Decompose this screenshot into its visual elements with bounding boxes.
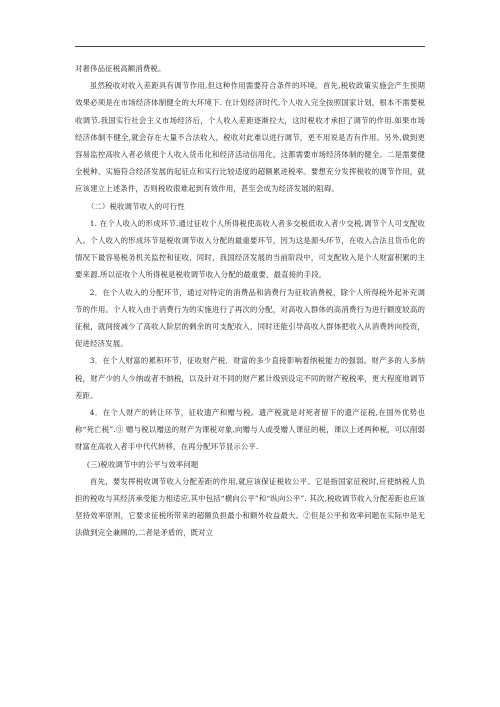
section-heading-feasibility: （二）税收调节收入的可行性 (86, 201, 185, 211)
section-heading-fairness-efficiency: (三)税收调节中的公平与效率问题 (86, 459, 199, 469)
paragraph-property-transfer: 4．在个人财产的转让环节，征收遗产和赠与税。遗产税就是对死者留下的遗产征税,在国外优势也称“死亡税”.③ 赠与税以赠送的财产为课税对象,向赠与人或受赠人课征的税，课以上述两种税，可以削弱财富在高收入者手中代代转移，在再分配环节显示公平. (75, 408, 425, 452)
paragraph-income-distribution: 2．在个人收入的分配环节，通过对特定的消费品和消费行为征收消费税，除个人所得税外起补充调节的作用。个人收入由于消费行为的实施进行了再次的分配，对高收入群体的高消费行为进行额度较高的征税，就间接减少了高收入阶层的剩余的可支配收入，同时还能引导高收入群体把收入从消费转向投资，促进经济发展。 (75, 287, 425, 349)
paragraph-fairness-efficiency: 首先，要发挥税收调节收入分配差距的作用,就应该保证税收公平。它是指国家征税时,应使纳税人负担的税收与其经济承受能力相适应,其中包括“横向公平”和“纵向公平”. 其次,税收调节收入分配差距也应该坚持效率原则，它要求征税所带来的超额负担最小和额外收益最大。②但是公平和效率问题在实际中是无法做到完全兼顾的,二者是矛盾的，既对立 (75, 476, 425, 538)
header-rule (75, 46, 425, 47)
paragraph-tax-conditions: 虽然税收对收入差距具有调节作用,但这种作用需要符合条件的环境。首先,税收政策实施会产生预期效果必须是在市场经济体制健全的大环境下. 在计划经济时代,个人收入完全按照国家计划，根本不需要税收调节.我国实行社会主义市场经济后，个人收入差距逐渐拉大，这时税收才承担了调节的作用.如果市场经济体制不健全,就会存在大量不合法收入，税收对此难以进行调节，更不用说是否有作用。另外,做到更容易监控高收入者必须使个人收入货币化和经济活动信用化，这都需要市场经济体制的健全。二是需要健全税种、实施符合经济发展的起征点和实行比较适度的超额累进税率。要想充分发挥税收的调节作用，就应该建立上述条件，否则税收很难起到有效作用，甚至会成为经济发展的阻碍。 (75, 81, 425, 194)
paragraph-wealth-accumulation: 3．在个人财富的累积环节，征收财产税．财富的多少直接影响着纳税能力的强弱。财产多的人多纳税，财产少的人少纳或者不纳税，以及针对不同的财产累计级别设定不同的财产税税率，更大程度地调节差距。 (75, 356, 425, 400)
paragraph-income-formation: 1. 在个人收入的形成环节.通过征收个人所得税使高收入者多交税低收入者少交税,调节个人可支配收入。个人收入的形成环节是税收调节收入分配的最重要环节，因为这是源头环节，在收入合法且货币化的情况下最容易税务机关监控和征收，同时，我国经济发展的当前阶段中，可支配收入是个人财富积累的主要来源.所以征收个人所得税是税收调节收入分配的最重要、最直接的手段。 (75, 218, 425, 280)
paragraph-continuation: 对奢侈品征税高额消费税。 (75, 64, 166, 73)
document-body (75, 60, 425, 542)
